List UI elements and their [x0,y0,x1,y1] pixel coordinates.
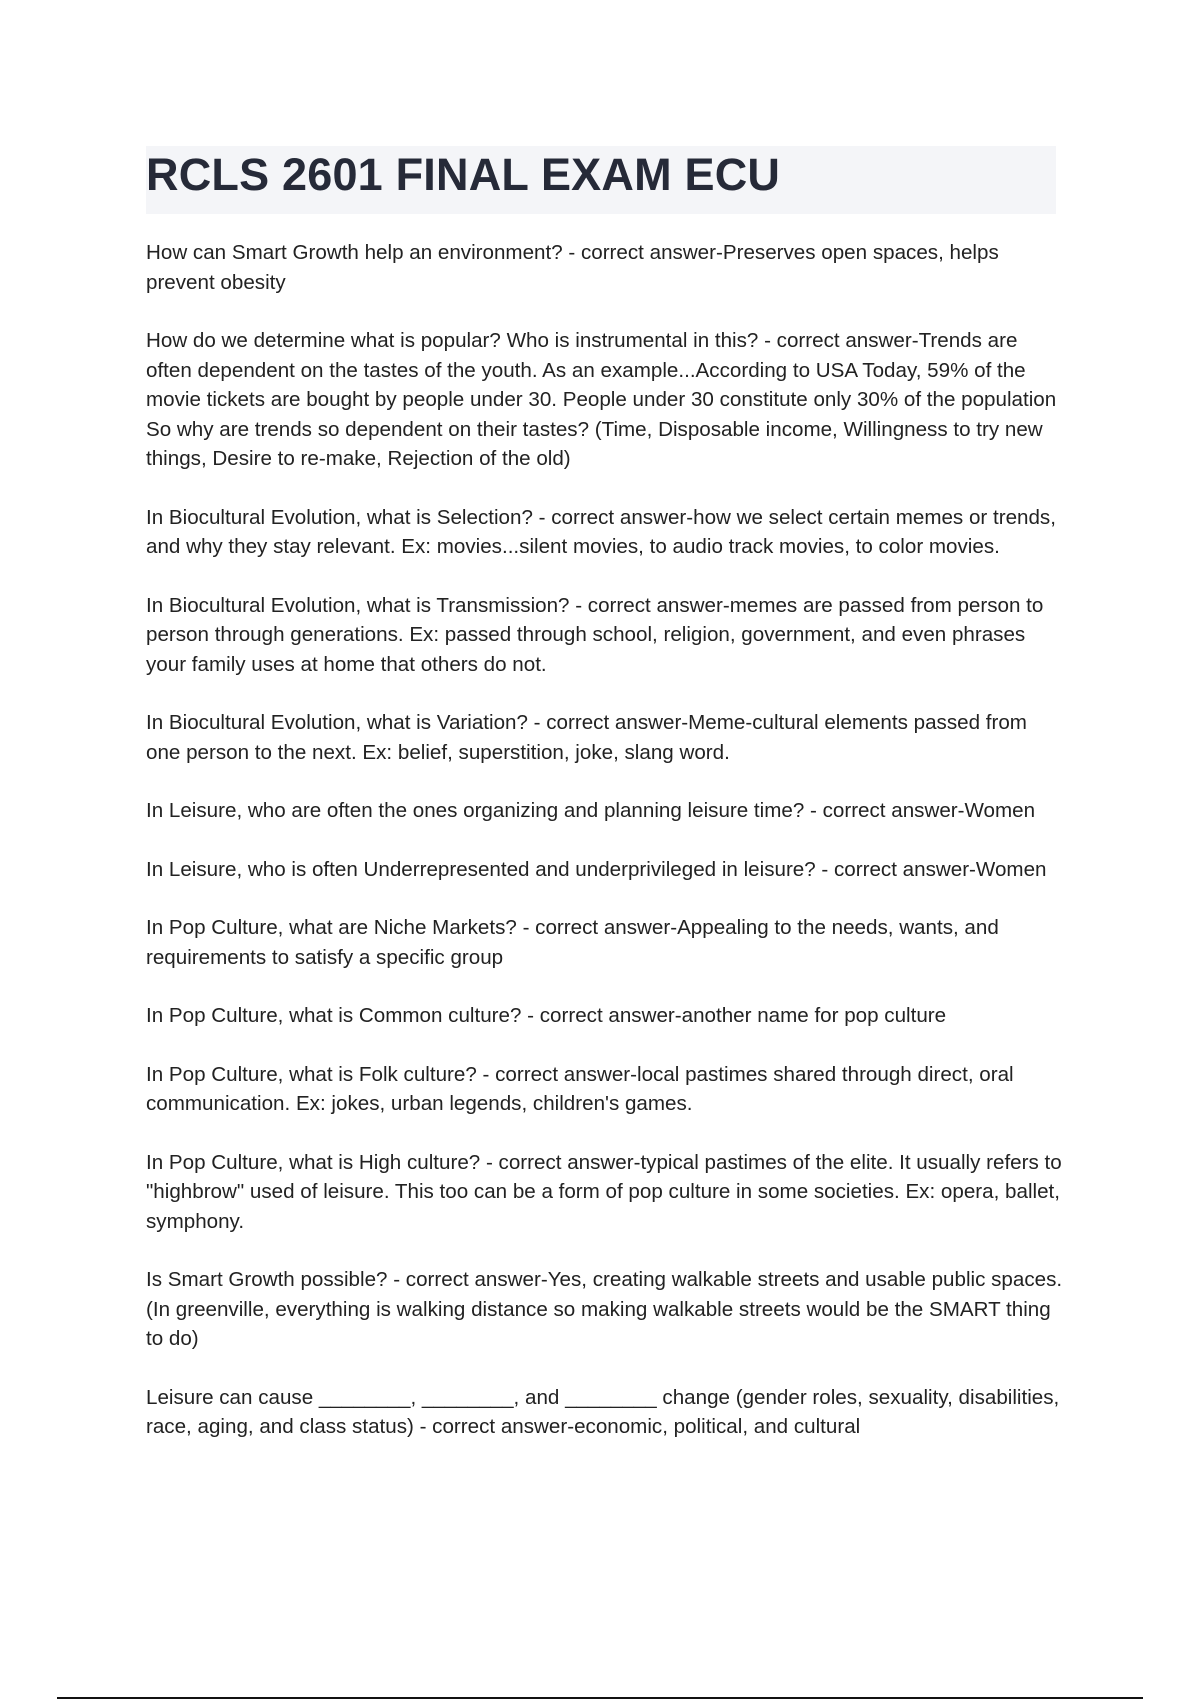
footer-rule [57,1697,1143,1699]
qa-item: Leisure can cause ________, ________, and ________ change (gender roles, sexuality, disabilities, race, aging, and class status) - correct answer-economic, political, and cultural [146,1385,1060,1438]
qa-item: In Biocultural Evolution, what is Transmission? - correct answer-memes are passed from person to person through generations. Ex: passed through school, religion, government, and even phrases your family uses at home that others do not. [146,593,1044,676]
qa-item: In Pop Culture, what is Common culture? - correct answer-another name for pop culture [146,1004,947,1027]
qa-item: Is Smart Growth possible? - correct answer-Yes, creating walkable streets and usable public spaces. (In greenville, everything is walking distance so making walkable streets would be the SMART thing to do) [146,1268,1063,1350]
qa-item: In Leisure, who is often Underrepresented and underprivileged in leisure? - correct answer-Women [146,857,1047,881]
qa-item: In Leisure, who are often the ones organizing and planning leisure time? - correct answer-Women [146,799,1036,822]
qa-item: In Biocultural Evolution, what is Variation? - correct answer-Meme-cultural elements passed from one person to the next. Ex: belief, superstition, joke, slang word. [146,711,1027,764]
qa-item: In Pop Culture, what is Folk culture? - correct answer-local pastimes shared through direct, oral communication. Ex: jokes, urban legends, children's games. [146,1062,1014,1115]
qa-item: In Pop Culture, what are Niche Markets? - correct answer-Appealing to the needs, wants, and requirements to satisfy a specific group [146,916,999,969]
document-title: RCLS 2601 FINAL EXAM ECU [146,149,781,200]
qa-list [146,238,1066,1471]
qa-item: How do we determine what is popular? Who is instrumental in this? - correct answer-Trends are often dependent on the tastes of the youth. As an example...According to USA Today, 59% of the movie tickets are bought by people under 30. People under 30 constitute only 30% of the population So why are trends so dependent on their tastes? (Time, Disposable income, Willingness to try new things, Desire to re-make, Rejection of the old) [146,329,1057,470]
qa-item: In Biocultural Evolution, what is Selection? - correct answer-how we select certain memes or trends, and why they stay relevant. Ex: movies...silent movies, to audio track movies, to color movies. [146,505,1056,558]
qa-item: In Pop Culture, what is High culture? - correct answer-typical pastimes of the elite. It usually refers to "highbrow" used of leisure. This too can be a form of pop culture in some societies. Ex: opera, ballet, symphony. [146,1150,1062,1233]
qa-item: How can Smart Growth help an environment? - correct answer-Preserves open spaces, helps prevent obesity [146,241,999,294]
